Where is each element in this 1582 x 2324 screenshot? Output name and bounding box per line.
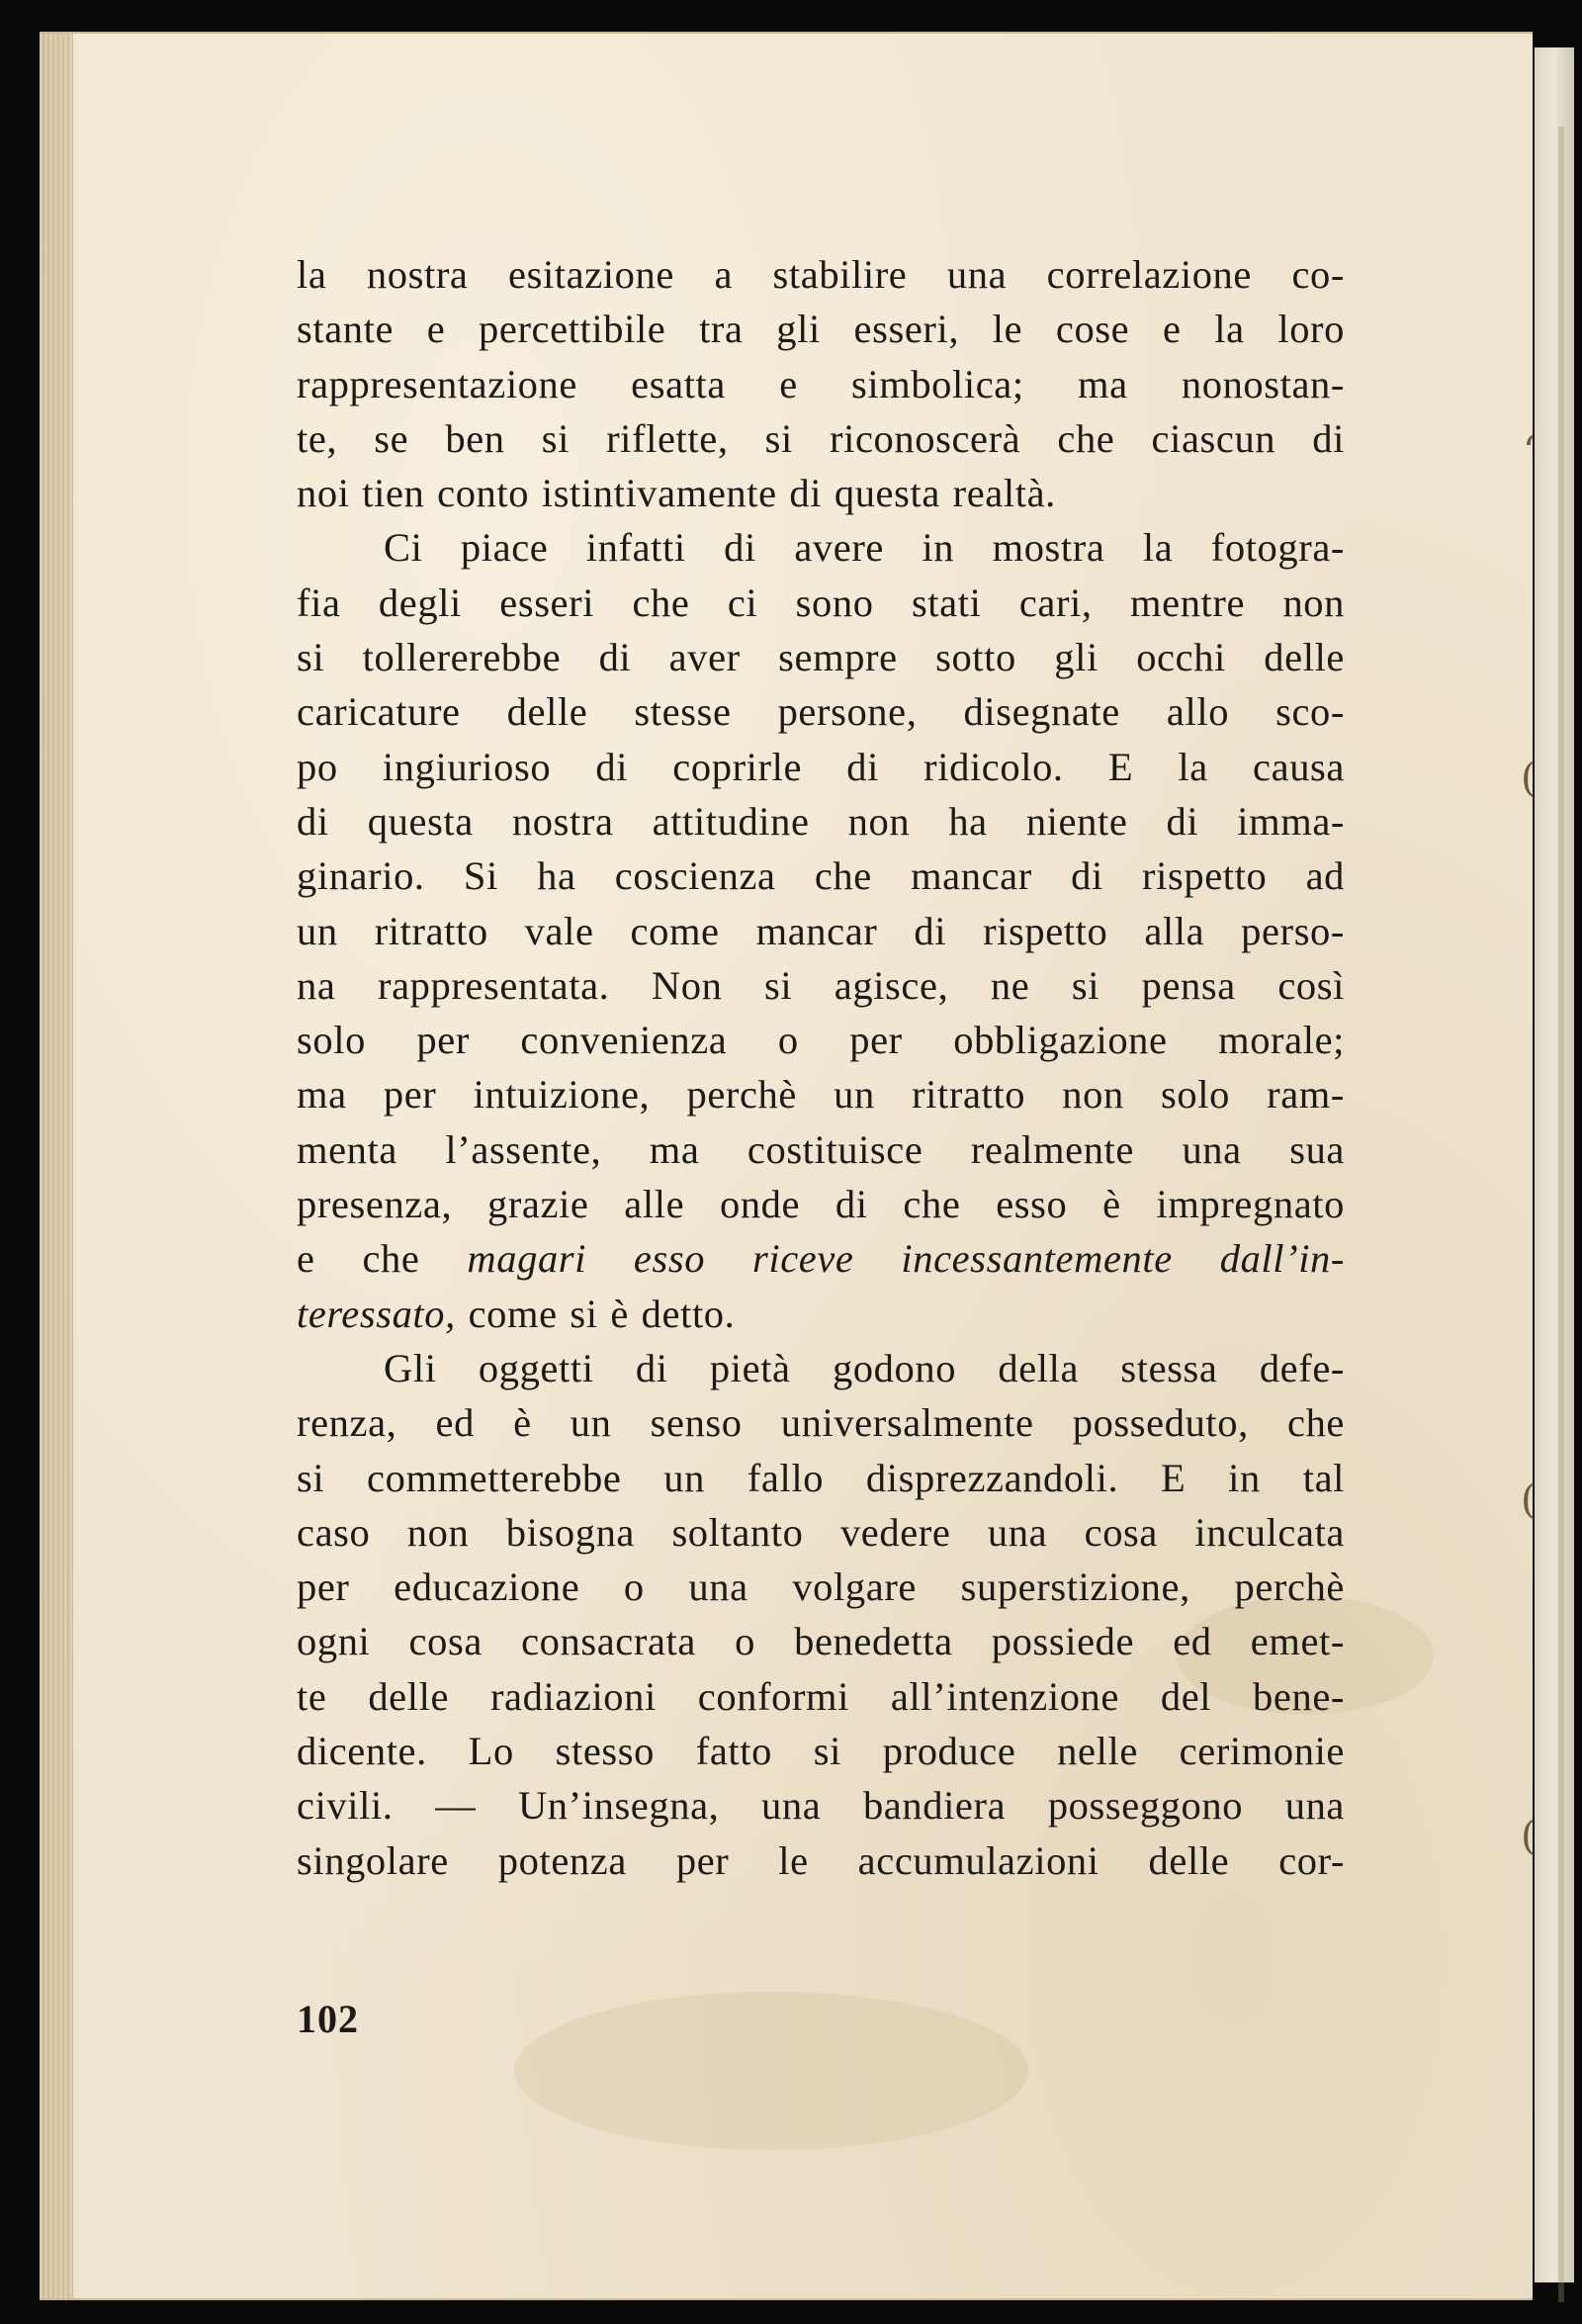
text-line: te, se ben si riflette, si riconoscerà che ciascun di xyxy=(297,415,1345,461)
text-line: di questa nostra attitudine non ha niente di imma- xyxy=(297,798,1345,844)
text-line-mixed xyxy=(297,1231,1345,1286)
italic-text: teressato, xyxy=(297,1291,456,1336)
text-line: dicente. Lo stesso fatto si produce nelle cerimonie xyxy=(297,1729,1345,1774)
text-line: stante e percettibile tra gli esseri, le cose e la loro xyxy=(297,307,1345,352)
italic-text: magari esso riceve incessantemente dall’in- xyxy=(467,1236,1345,1282)
binding-thread-mark: ‘ xyxy=(1523,429,1536,475)
text-line: Gli oggetti di pietà godono della stessa defe- xyxy=(384,1345,1345,1390)
plain-text: come si è detto. xyxy=(455,1291,736,1336)
text-line: presenza, grazie alle onde di che esso è impregnato xyxy=(297,1182,1345,1227)
binding-thread-mark: ( xyxy=(1521,756,1537,801)
text-line: singolare potenza per le accumulazioni delle cor- xyxy=(297,1837,1345,1883)
text-line: na rappresentata. Non si agisce, ne si pensa così xyxy=(297,962,1345,1008)
page-number: 102 xyxy=(297,1997,359,2041)
text-line: te delle radiazioni conformi all’intenzione del bene- xyxy=(297,1673,1345,1719)
plain-text: e che xyxy=(297,1236,468,1282)
text-line: menta l’assente, ma costituisce realmente una sua xyxy=(297,1126,1345,1172)
facing-page-edge xyxy=(1535,47,1574,2282)
binding-thread-mark: ( xyxy=(1521,1477,1537,1523)
text-line-mixed xyxy=(297,1287,1345,1341)
text-line: ma per intuizione, perchè un ritratto non solo ram- xyxy=(297,1072,1345,1117)
text-line: ogni cosa consacrata o benedetta possiede ed emet- xyxy=(297,1619,1345,1664)
text-line: caricature delle stesse persone, disegnate allo sco- xyxy=(297,689,1345,735)
paragraph-2 xyxy=(297,520,1345,1340)
text-line: civili. — Un’insegna, una bandiera posseggono una xyxy=(297,1783,1345,1829)
paper-stain xyxy=(514,1992,1028,2150)
text-line: si commetterebbe un fallo disprezzandoli. E in tal xyxy=(297,1455,1345,1500)
text-line: ginario. Si ha coscienza che mancar di rispetto ad xyxy=(297,853,1345,899)
text-line: rappresentazione esatta e simbolica; ma nonostan- xyxy=(297,361,1345,406)
body-text xyxy=(297,247,1345,1888)
binding-thread-mark: ( xyxy=(1521,1814,1537,1859)
text-line: Ci piace infatti di avere in mostra la fotogra- xyxy=(384,525,1345,571)
text-line: un ritratto vale come mancar di rispetto alla perso- xyxy=(297,908,1345,953)
paragraph-3 xyxy=(297,1341,1345,1888)
text-line: caso non bisogna soltanto vedere una cosa inculcata xyxy=(297,1509,1345,1555)
text-line: fia degli esseri che ci sono stati cari, mentre non xyxy=(297,580,1345,625)
text-line: noi tien conto istintivamente di questa realtà. xyxy=(297,471,1056,516)
text-line: renza, ed è un senso universalmente posseduto, che xyxy=(297,1400,1345,1446)
text-line: solo per convenienza o per obbligazione morale; xyxy=(297,1018,1345,1063)
spine-shadow xyxy=(1558,127,1564,2302)
page-stack-edge xyxy=(40,34,73,2298)
paragraph-1 xyxy=(297,247,1345,520)
text-line: per educazione o una volgare superstizione, perchè xyxy=(297,1564,1345,1610)
text-line: si tollererebbe di aver sempre sotto gli occhi delle xyxy=(297,635,1345,680)
text-line: po ingiurioso di coprirle di ridicolo. E la causa xyxy=(297,744,1345,789)
text-line: la nostra esitazione a stabilire una correlazione co- xyxy=(297,252,1345,297)
